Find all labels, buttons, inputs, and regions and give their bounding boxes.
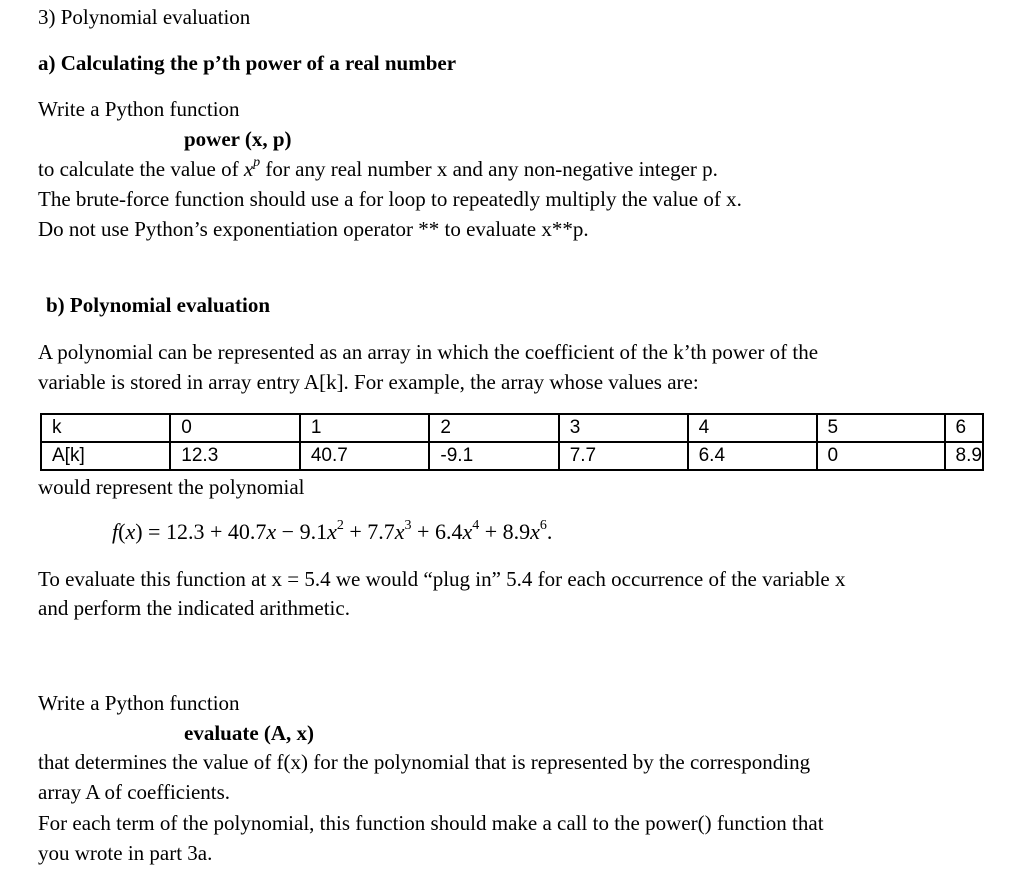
table-cell: -9.1 — [429, 442, 558, 470]
formula-e6: 6 — [539, 517, 547, 533]
polynomial-formula: $f(x) = 12.3 + 40.7x - 9.1x^2 + 7.7x^3 + 6.4x^4 + 8.9x^6$. — [112, 517, 553, 544]
formula-t0: 12.3 — [165, 519, 205, 544]
section-title: 3) Polynomial evaluation — [38, 5, 251, 29]
desc1-pre: to calculate the value of — [38, 157, 244, 181]
table-cell: 8.9 — [945, 442, 983, 470]
table-row-ak — [41, 442, 983, 470]
part-b-para3-line1: that determines the value of f(x) for the polynomial that is represented by the corresponding — [38, 750, 811, 774]
table-cell: 40.7 — [300, 442, 430, 470]
part-a-desc-1 — [38, 155, 718, 183]
coefficient-table — [40, 413, 984, 471]
formula-var: x — [266, 519, 277, 544]
formula-t4: 6.4 — [434, 519, 463, 544]
evaluate-signature: evaluate (A, x) — [184, 721, 315, 745]
formula-e4: 4 — [472, 517, 480, 533]
formula-var: x — [462, 519, 473, 544]
part-a-heading: a) Calculating the p’th power of a real number — [38, 51, 457, 75]
formula-t6: 8.9 — [502, 519, 531, 544]
formula-lhs: f — [112, 519, 119, 544]
table-header-ak: A[k] — [41, 442, 170, 470]
part-a-desc-2: The brute-force function should use a for loop to repeatedly multiply the value of x. — [38, 187, 742, 211]
formula-var: x — [125, 519, 136, 544]
formula-var: x — [327, 519, 337, 544]
table-cell: 2 — [429, 414, 558, 442]
formula-t3: 7.7 — [367, 519, 395, 544]
table-cell: 6.4 — [688, 442, 817, 470]
part-a-desc-3: Do not use Python’s exponentiation operator ** to evaluate x**p. — [38, 217, 589, 241]
table-cell: 4 — [688, 414, 817, 442]
table-cell: 7.7 — [559, 442, 688, 470]
table-cell: 12.3 — [170, 442, 300, 470]
table-cell: 5 — [817, 414, 945, 442]
formula-t2: 9.1 — [299, 519, 328, 544]
desc1-post: for any real number x and any non-negative integer p. — [260, 157, 718, 181]
table-cell: 0 — [817, 442, 945, 470]
part-b-heading: b) Polynomial evaluation — [46, 293, 271, 317]
table-cell: 6 — [945, 414, 983, 442]
table-header-k: k — [41, 414, 170, 442]
table-cell: 0 — [170, 414, 300, 442]
table-cell: 1 — [300, 414, 430, 442]
formula-var: x — [394, 519, 405, 544]
part-b-para4-line1: For each term of the polynomial, this function should make a call to the power() function that — [38, 811, 824, 835]
formula-var: x — [530, 519, 540, 544]
part-b-para2-line2: and perform the indicated arithmetic. — [38, 596, 350, 620]
desc1-exp: p — [253, 155, 261, 170]
part-b-para2-line1: To evaluate this function at x = 5.4 we would “plug in” 5.4 for each occurrence of the variable x — [38, 567, 846, 591]
after-table-text: would represent the polynomial — [38, 475, 305, 499]
part-a-intro: Write a Python function — [38, 97, 240, 121]
part-b-para4-line2: you wrote in part 3a. — [38, 841, 213, 865]
table-row-k — [41, 414, 983, 442]
part-b-para1-line1: A polynomial can be represented as an array in which the coefficient of the k’th power of the — [38, 340, 819, 364]
desc1-base: x — [243, 157, 254, 181]
power-signature: power (x, p) — [184, 127, 292, 151]
table-cell: 3 — [559, 414, 688, 442]
formula-e3: 3 — [404, 517, 412, 533]
part-b-para3-line2: array A of coefficients. — [38, 780, 231, 804]
formula-t1: 40.7 — [227, 519, 267, 544]
part-b-para1-line2: variable is stored in array entry A[k]. For example, the array whose values are: — [38, 370, 699, 394]
part-b-intro2: Write a Python function — [38, 691, 240, 715]
formula-e2: 2 — [336, 517, 344, 533]
